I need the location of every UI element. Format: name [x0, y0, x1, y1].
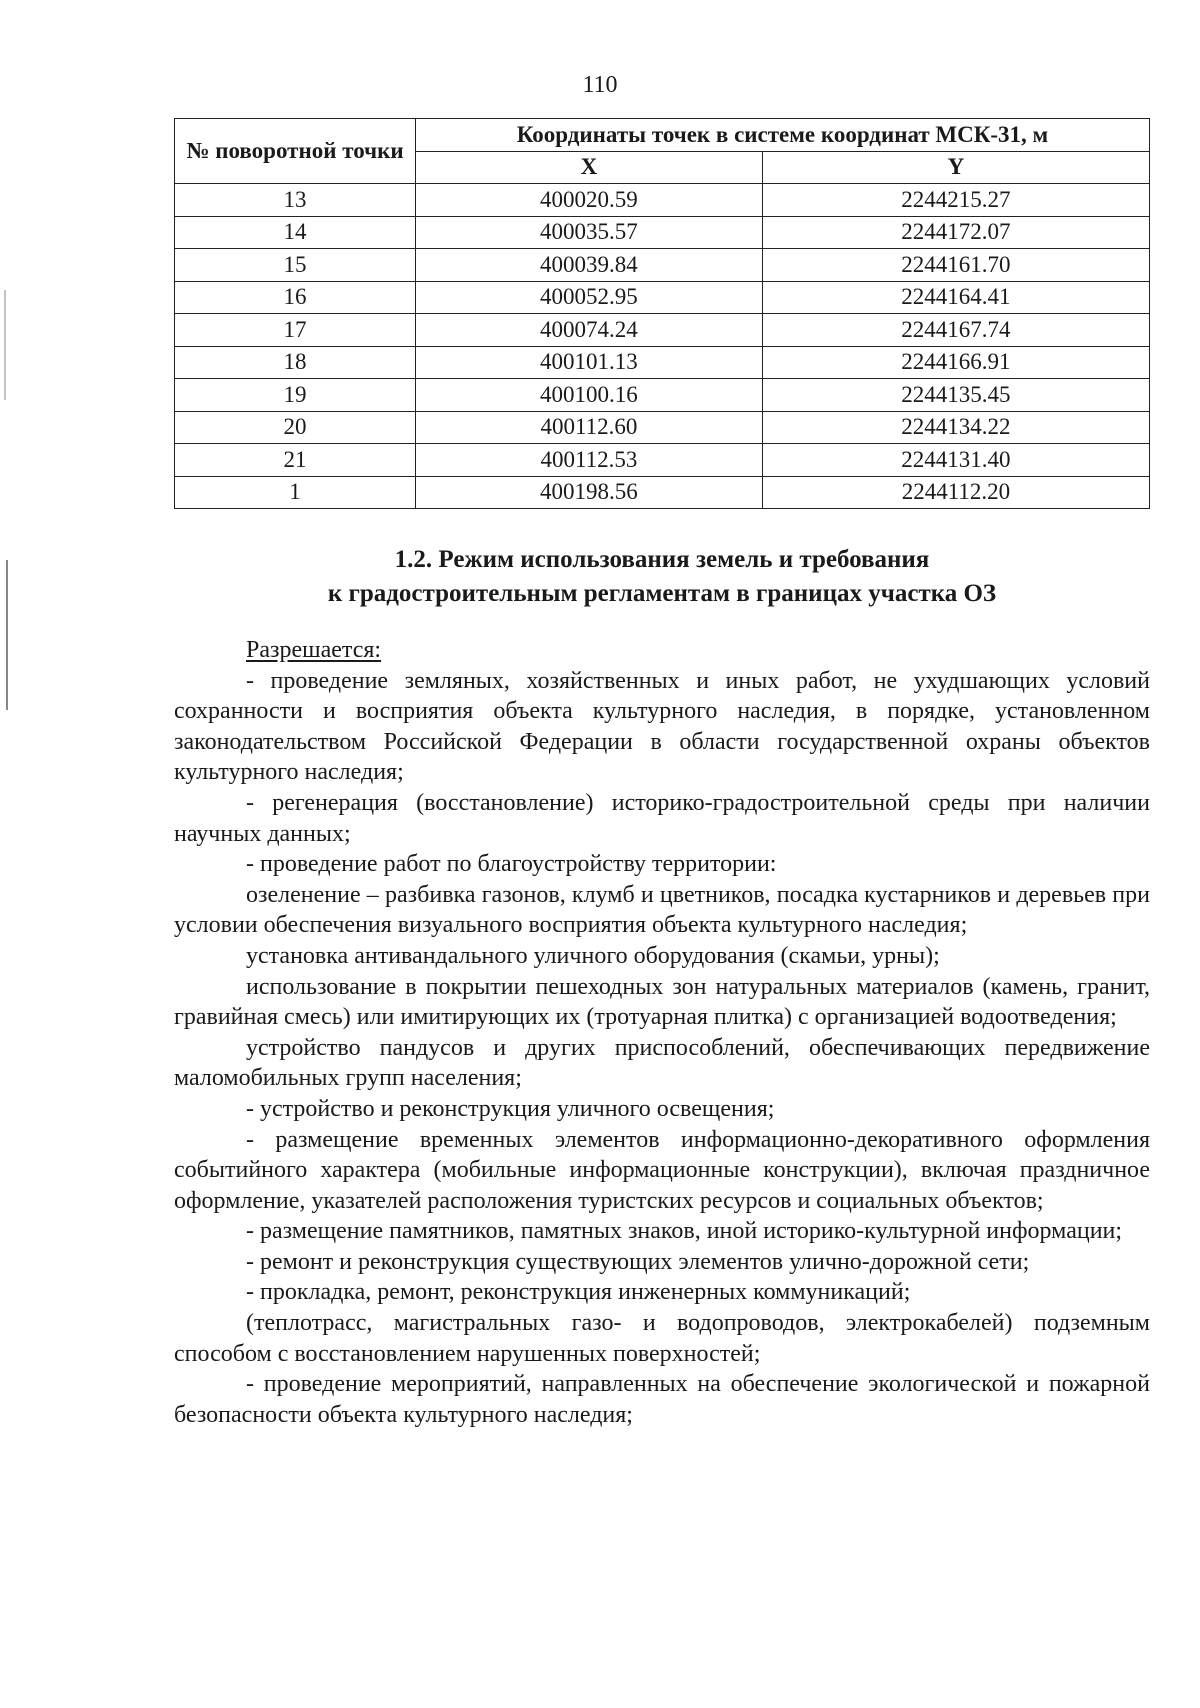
table-row — [175, 379, 1150, 412]
point-cell: 15 — [175, 249, 416, 282]
table-row — [175, 314, 1150, 347]
allowed-heading: Разрешается: — [246, 637, 382, 663]
x-cell: 400198.56 — [416, 476, 763, 509]
x-cell: 400035.57 — [416, 216, 763, 249]
point-cell: 18 — [175, 346, 416, 379]
paragraph: - размещение временных элементов информационно-декоративного оформления событийного характера (мобильные информационные конструкции), включая праздничное оформление, указателей расположения туристских ресурсов и социальных объектов; — [174, 1126, 1150, 1214]
table-row — [175, 476, 1150, 509]
point-cell: 14 — [175, 216, 416, 249]
x-cell: 400020.59 — [416, 184, 763, 217]
scan-artifact-line — [6, 560, 8, 710]
point-cell: 20 — [175, 411, 416, 444]
table-row — [175, 346, 1150, 379]
y-cell: 2244167.74 — [762, 314, 1149, 347]
paragraph: устройство пандусов и других приспособлений, обеспечивающих передвижение маломобильных групп населения; — [174, 1034, 1150, 1092]
section-title-line: 1.2. Режим использования земель и требования — [394, 546, 930, 573]
y-cell: 2244215.27 — [762, 184, 1149, 217]
table-row — [175, 281, 1150, 314]
paragraph: - размещение памятников, памятных знаков, иной историко-культурной информации; — [246, 1218, 1123, 1245]
point-cell: 19 — [175, 379, 416, 412]
x-cell: 400101.13 — [416, 346, 763, 379]
body-text — [174, 635, 1150, 1430]
paragraph: - проведение земляных, хозяйственных и иных работ, не ухудшающих условий сохранности и восприятия объекта культурного наследия, в порядке, установленном законодательством Российской Федерации в области государственной охраны объектов культурного наследия; — [174, 667, 1150, 786]
page-number: 110 — [582, 72, 618, 98]
scan-artifact-line — [4, 290, 6, 400]
y-cell: 2244134.22 — [762, 411, 1149, 444]
x-header: X — [416, 151, 763, 184]
paragraph: - регенерация (восстановление) историко-градостроительной среды при наличии научных данных; — [174, 789, 1150, 847]
table-row — [175, 184, 1150, 217]
point-cell: 21 — [175, 444, 416, 477]
table-row — [175, 216, 1150, 249]
coordinates-table — [174, 118, 1150, 509]
section-title-line: к градостроительным регламентам в границах участка ОЗ — [327, 580, 997, 607]
point-cell: 17 — [175, 314, 416, 347]
table-row — [175, 444, 1150, 477]
point-number-header: № поворотной точки — [175, 119, 416, 184]
y-cell: 2244112.20 — [762, 476, 1149, 509]
x-cell: 400074.24 — [416, 314, 763, 347]
coordinates-header: Координаты точек в системе координат МСК-31, м — [416, 119, 1150, 152]
table-header-row — [175, 119, 1150, 152]
x-cell: 400039.84 — [416, 249, 763, 282]
section-title — [174, 543, 1150, 611]
point-cell: 13 — [175, 184, 416, 217]
table-row — [175, 249, 1150, 282]
y-cell: 2244172.07 — [762, 216, 1149, 249]
y-header: Y — [762, 151, 1149, 184]
paragraph: - прокладка, ремонт, реконструкция инженерных коммуникаций; — [246, 1279, 911, 1306]
paragraph: - ремонт и реконструкция существующих элементов улично-дорожной сети; — [246, 1248, 1030, 1275]
y-cell: 2244166.91 — [762, 346, 1149, 379]
paragraph: использование в покрытии пешеходных зон натуральных материалов (камень, гранит, гравийная смесь) или имитирующих их (тротуарная плитка) с организацией водоотведения; — [174, 973, 1150, 1031]
y-cell: 2244161.70 — [762, 249, 1149, 282]
paragraph: установка антивандального уличного оборудования (скамьи, урны); — [246, 942, 940, 969]
paragraph: - устройство и реконструкция уличного освещения; — [246, 1095, 775, 1122]
x-cell: 400100.16 — [416, 379, 763, 412]
table-row — [175, 411, 1150, 444]
paragraph: озеленение – разбивка газонов, клумб и цветников, посадка кустарников и деревьев при условии обеспечения визуального восприятия объекта культурного наследия; — [174, 881, 1150, 939]
y-cell: 2244164.41 — [762, 281, 1149, 314]
x-cell: 400052.95 — [416, 281, 763, 314]
paragraph: - проведение работ по благоустройству территории: — [246, 851, 777, 878]
y-cell: 2244135.45 — [762, 379, 1149, 412]
x-cell: 400112.53 — [416, 444, 763, 477]
point-cell: 1 — [175, 476, 416, 509]
paragraph: - проведение мероприятий, направленных на обеспечение экологической и пожарной безопасности объекта культурного наследия; — [174, 1371, 1150, 1428]
point-cell: 16 — [175, 281, 416, 314]
y-cell: 2244131.40 — [762, 444, 1149, 477]
paragraph: (теплотрасс, магистральных газо- и водопроводов, электрокабелей) подземным способом с восстановлением нарушенных поверхностей; — [174, 1310, 1150, 1367]
x-cell: 400112.60 — [416, 411, 763, 444]
